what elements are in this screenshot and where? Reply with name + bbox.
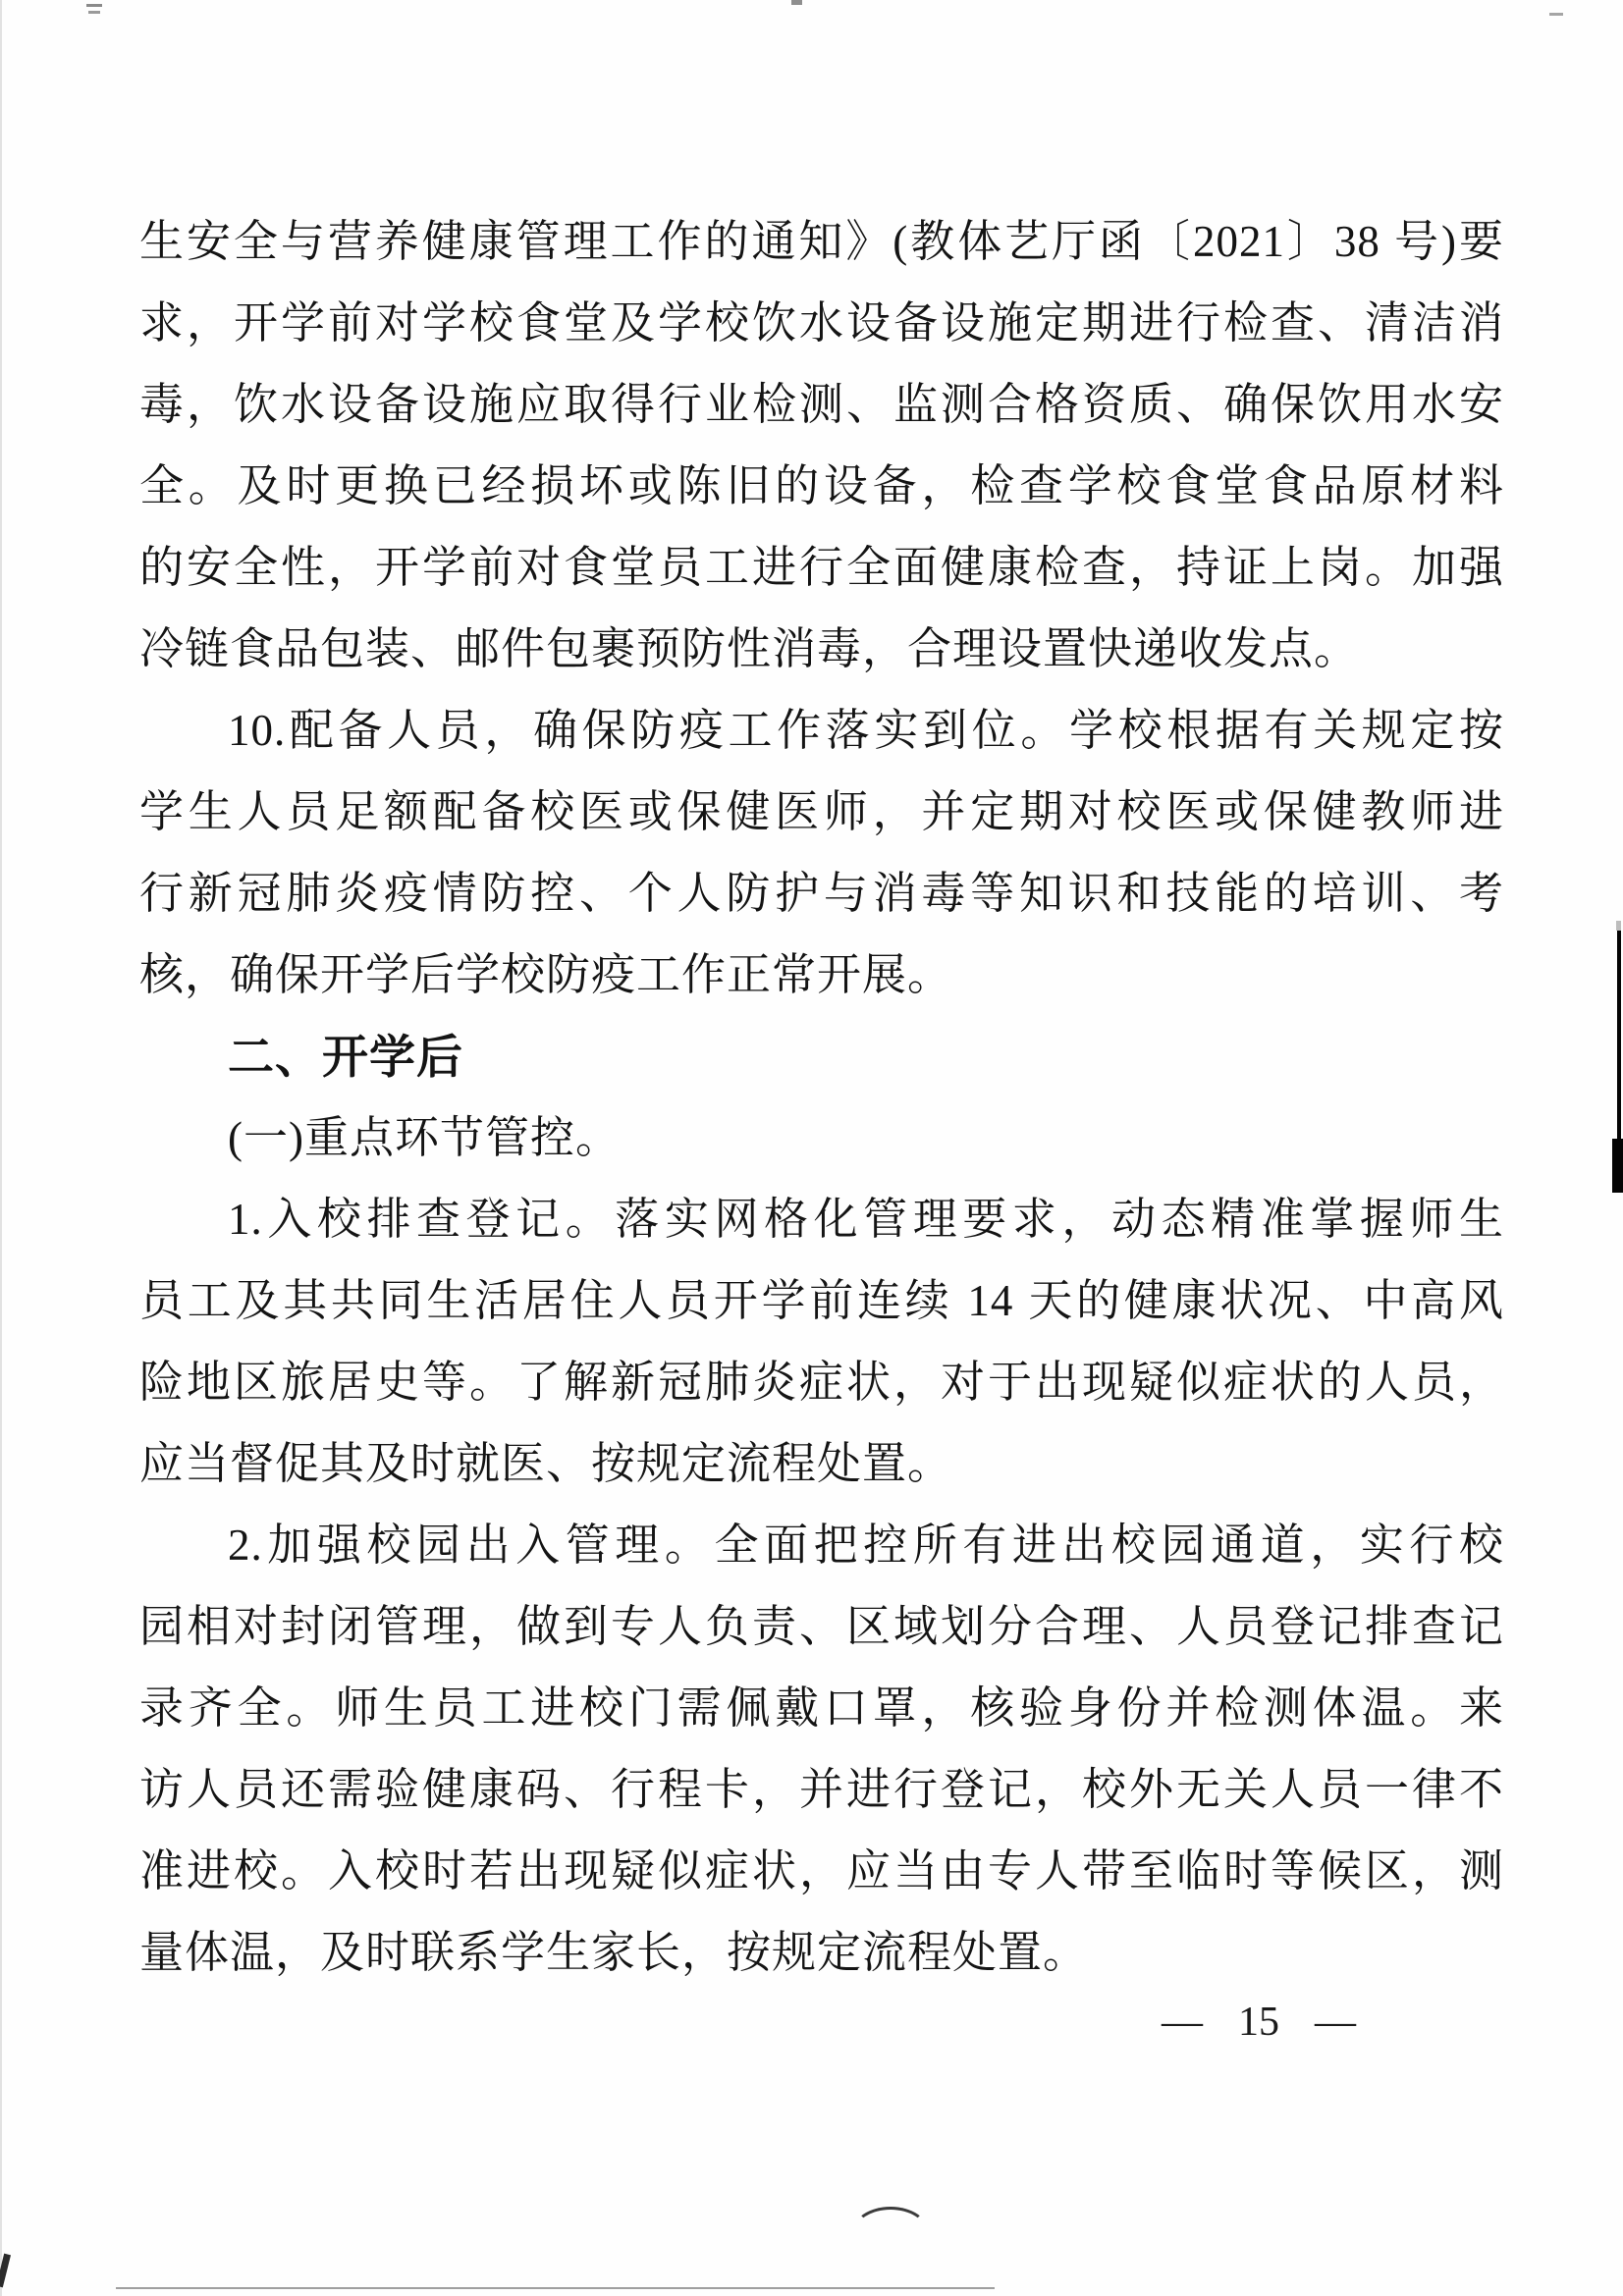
scan-artifact-top-left-dash-2 xyxy=(88,11,100,14)
scan-artifact-right-bar-thin xyxy=(1617,931,1621,1139)
section-heading: 二、开学后 xyxy=(228,1031,463,1083)
scan-artifact-top-middle-dash xyxy=(791,0,802,5)
scan-left-edge xyxy=(0,0,2,2296)
text-line: 应当督促其及时就医、按规定流程处置。 xyxy=(139,1439,953,1488)
scan-artifact-top-left-dash xyxy=(86,4,102,7)
text-line: 2.加强校园出入管理。全面把控所有进出校园通道，实行校 xyxy=(228,1521,1504,1570)
page-number: 15 xyxy=(1238,2000,1279,2045)
footer-dash-left: — xyxy=(1162,2000,1203,2045)
text-line: 核，确保开学后学校防疫工作正常开展。 xyxy=(139,950,953,999)
page-footer xyxy=(1162,1999,1356,2046)
scan-artifact-right-bar-thick xyxy=(1612,1139,1623,1193)
text-line: 访人员还需验健康码、行程卡，并进行登记，校外无关人员一律不 xyxy=(139,1765,1504,1814)
text-line: 的安全性，开学前对食堂员工进行全面健康检查，持证上岗。加强 xyxy=(139,543,1504,592)
text-line: 毒，饮水设备设施应取得行业检测、监测合格资质、确保饮用水安 xyxy=(139,380,1504,429)
text-line: 10.配备人员，确保防疫工作落实到位。学校根据有关规定按 xyxy=(228,706,1504,755)
text-line: 全。及时更换已经损坏或陈旧的设备，检查学校食堂食品原材料 xyxy=(139,461,1504,510)
text-line: 求，开学前对学校食堂及学校饮水设备设施定期进行检查、清洁消 xyxy=(139,298,1504,347)
subsection-heading: (一)重点环节管控。 xyxy=(228,1113,621,1162)
text-line: 学生人员足额配备校医或保健医师，并定期对校医或保健教师进 xyxy=(139,787,1504,836)
text-line: 园相对封闭管理，做到专人负责、区域划分合理、人员登记排查记 xyxy=(139,1602,1504,1651)
scan-artifact-bottom-arc xyxy=(852,2207,929,2258)
text-line: 生安全与营养健康管理工作的通知》(教体艺厅函〔2021〕38 号)要 xyxy=(139,217,1504,266)
text-line: 员工及其共同生活居住人员开学前连续 14 天的健康状况、中高风 xyxy=(139,1276,1504,1325)
text-block xyxy=(139,201,1504,1994)
text-line: 行新冠肺炎疫情防控、个人防护与消毒等知识和技能的培训、考 xyxy=(139,869,1504,918)
text-line: 量体温，及时联系学生家长，按规定流程处置。 xyxy=(139,1928,1089,1977)
scan-artifact-top-right-dash xyxy=(1549,13,1563,16)
scan-artifact-left-paren xyxy=(0,1313,1,1363)
footer-dash-right: — xyxy=(1315,2000,1356,2045)
text-line: 准进校。入校时若出现疑似症状，应当由专人带至临时等候区，测 xyxy=(139,1846,1504,1896)
scan-artifact-bottom-edge-line xyxy=(116,2287,995,2289)
text-line: 1.入校排查登记。落实网格化管理要求，动态精准掌握师生 xyxy=(228,1195,1504,1244)
text-line: 险地区旅居史等。了解新冠肺炎症状，对于出现疑似症状的人员， xyxy=(139,1358,1504,1407)
text-line: 录齐全。师生员工进校门需佩戴口罩，核验身份并检测体温。来 xyxy=(139,1683,1504,1733)
text-line: 冷链食品包装、邮件包裹预防性消毒，合理设置快递收发点。 xyxy=(139,624,1360,673)
